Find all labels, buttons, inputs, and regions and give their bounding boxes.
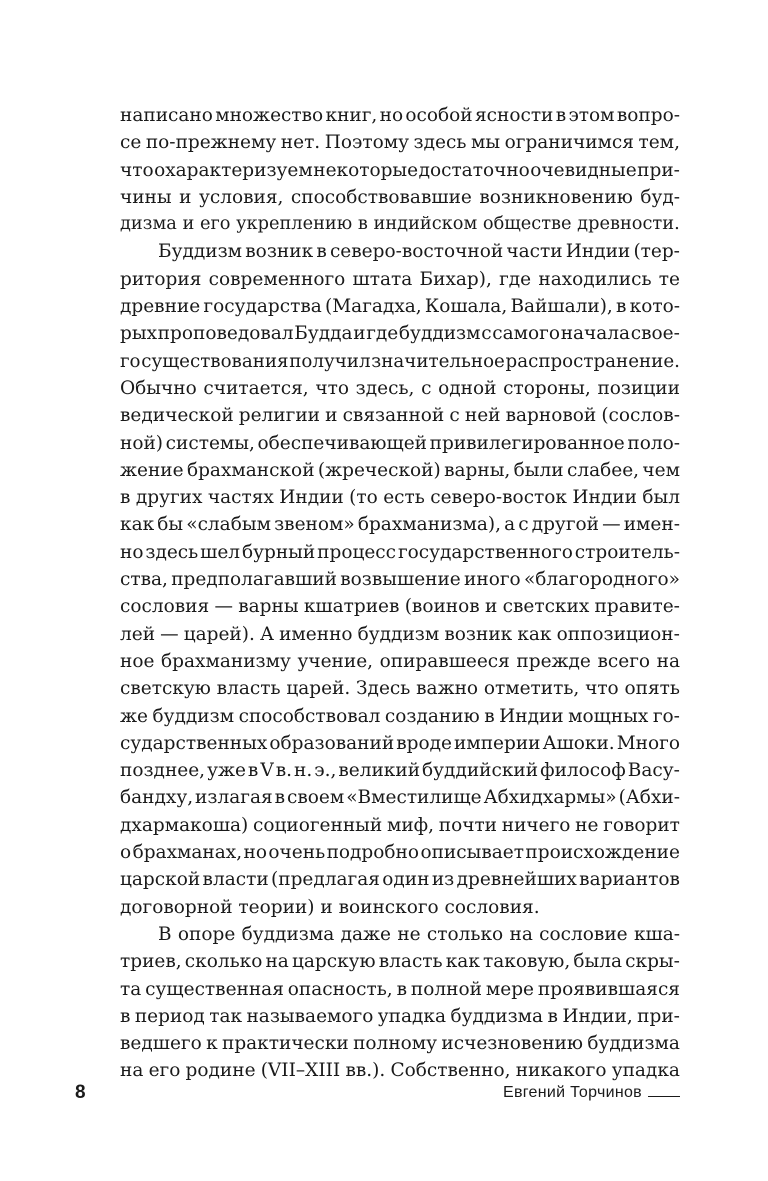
text-line: ной) системы, обеспечивающей привилегированное поло- <box>120 432 680 454</box>
page-footer <box>75 1082 680 1112</box>
text-line: договорной теории) и воинского сословия. <box>120 896 540 918</box>
text-line: ведшего к практически полному исчезновению буддизма <box>120 1033 680 1055</box>
text-line: в других частях Индии (то есть северо-восток Индии был <box>120 487 680 509</box>
text-line: В опоре буддизма даже не столько на сословие кша- <box>158 923 680 945</box>
text-line: царской власти (предлагая один из древнейших вариантов <box>120 869 680 891</box>
text-line: Обычно считается, что здесь, с одной стороны, позиции <box>120 377 680 399</box>
running-head <box>503 1084 680 1102</box>
running-head-author: Евгений Торчинов <box>503 1084 642 1101</box>
text-line: го существования получил значительное распространение. <box>120 350 680 372</box>
text-line: та существенная опасность, в полной мере проявившаяся <box>120 978 680 1000</box>
page-number: 8 <box>75 1082 86 1103</box>
text-line: рых проповедовал Будда и где буддизм с самого начала свое- <box>120 323 680 345</box>
text-line: сословия — варны кшатриев (воинов и светских правите- <box>120 596 680 618</box>
text-line: сударственных образований вроде империи Ашоки. Много <box>120 732 680 754</box>
text-line: чины и условия, способствовавшие возникновению буд- <box>120 186 680 208</box>
text-line: дхармакоша) социогенный миф, почти ничего не говорит <box>120 814 680 836</box>
text-line: дизма и его укреплению в индийском обществе древности. <box>120 214 680 235</box>
text-line: ства, предполагавший возвышение иного «благородного» <box>120 569 680 591</box>
text-line: ное брахманизму учение, опиравшееся прежде всего на <box>120 650 680 672</box>
text-line: древние государства (Магадха, Кошала, Вайшали), в кото- <box>120 296 680 318</box>
running-head-rule <box>648 1096 680 1097</box>
text-line: ведической религии и связанной с ней варновой (сослов- <box>120 405 680 427</box>
text-line: как бы «слабым звеном» брахманизма), а с другой — имен- <box>120 514 680 536</box>
text-line: Буддизм возник в северо-восточной части Индии (тер- <box>158 241 680 263</box>
text-line: позднее, уже в V в. н. э., великий буддийский философ Васу- <box>120 760 680 782</box>
body-text <box>120 102 680 1085</box>
text-line: лей — царей). А именно буддизм возник как оппозицион- <box>120 623 680 645</box>
text-line: же буддизм способствовал созданию в Индии мощных го- <box>120 705 680 727</box>
text-line: в период так называемого упадка буддизма в Индии, при- <box>120 1005 680 1027</box>
text-line: о брахманах, но очень подробно описывает происхождение <box>120 842 680 864</box>
text-line: светскую власть царей. Здесь важно отметить, что опять <box>120 678 680 700</box>
text-line: что охарактеризуем некоторые достаточно очевидные при- <box>120 159 680 181</box>
text-line: бандху, излагая в своем «Вместилище Абхидхармы» (Абхи- <box>120 787 680 809</box>
text-line: жение брахманской (жреческой) варны, были слабее, чем <box>120 459 680 481</box>
text-line: но здесь шел бурный процесс государственного строитель- <box>120 541 680 563</box>
text-line: на его родине (VII–XIII вв.). Собственно, никакого упадка <box>120 1060 680 1082</box>
text-line: написано множество книг, но особой ясности в этом вопро- <box>120 105 680 126</box>
text-line: триев, сколько на царскую власть как таковую, была скры- <box>120 951 680 973</box>
text-line: се по-прежнему нет. Поэтому здесь мы ограничимся тем, <box>120 132 680 154</box>
text-line: ритория современного штата Бихар), где находились те <box>120 268 680 290</box>
